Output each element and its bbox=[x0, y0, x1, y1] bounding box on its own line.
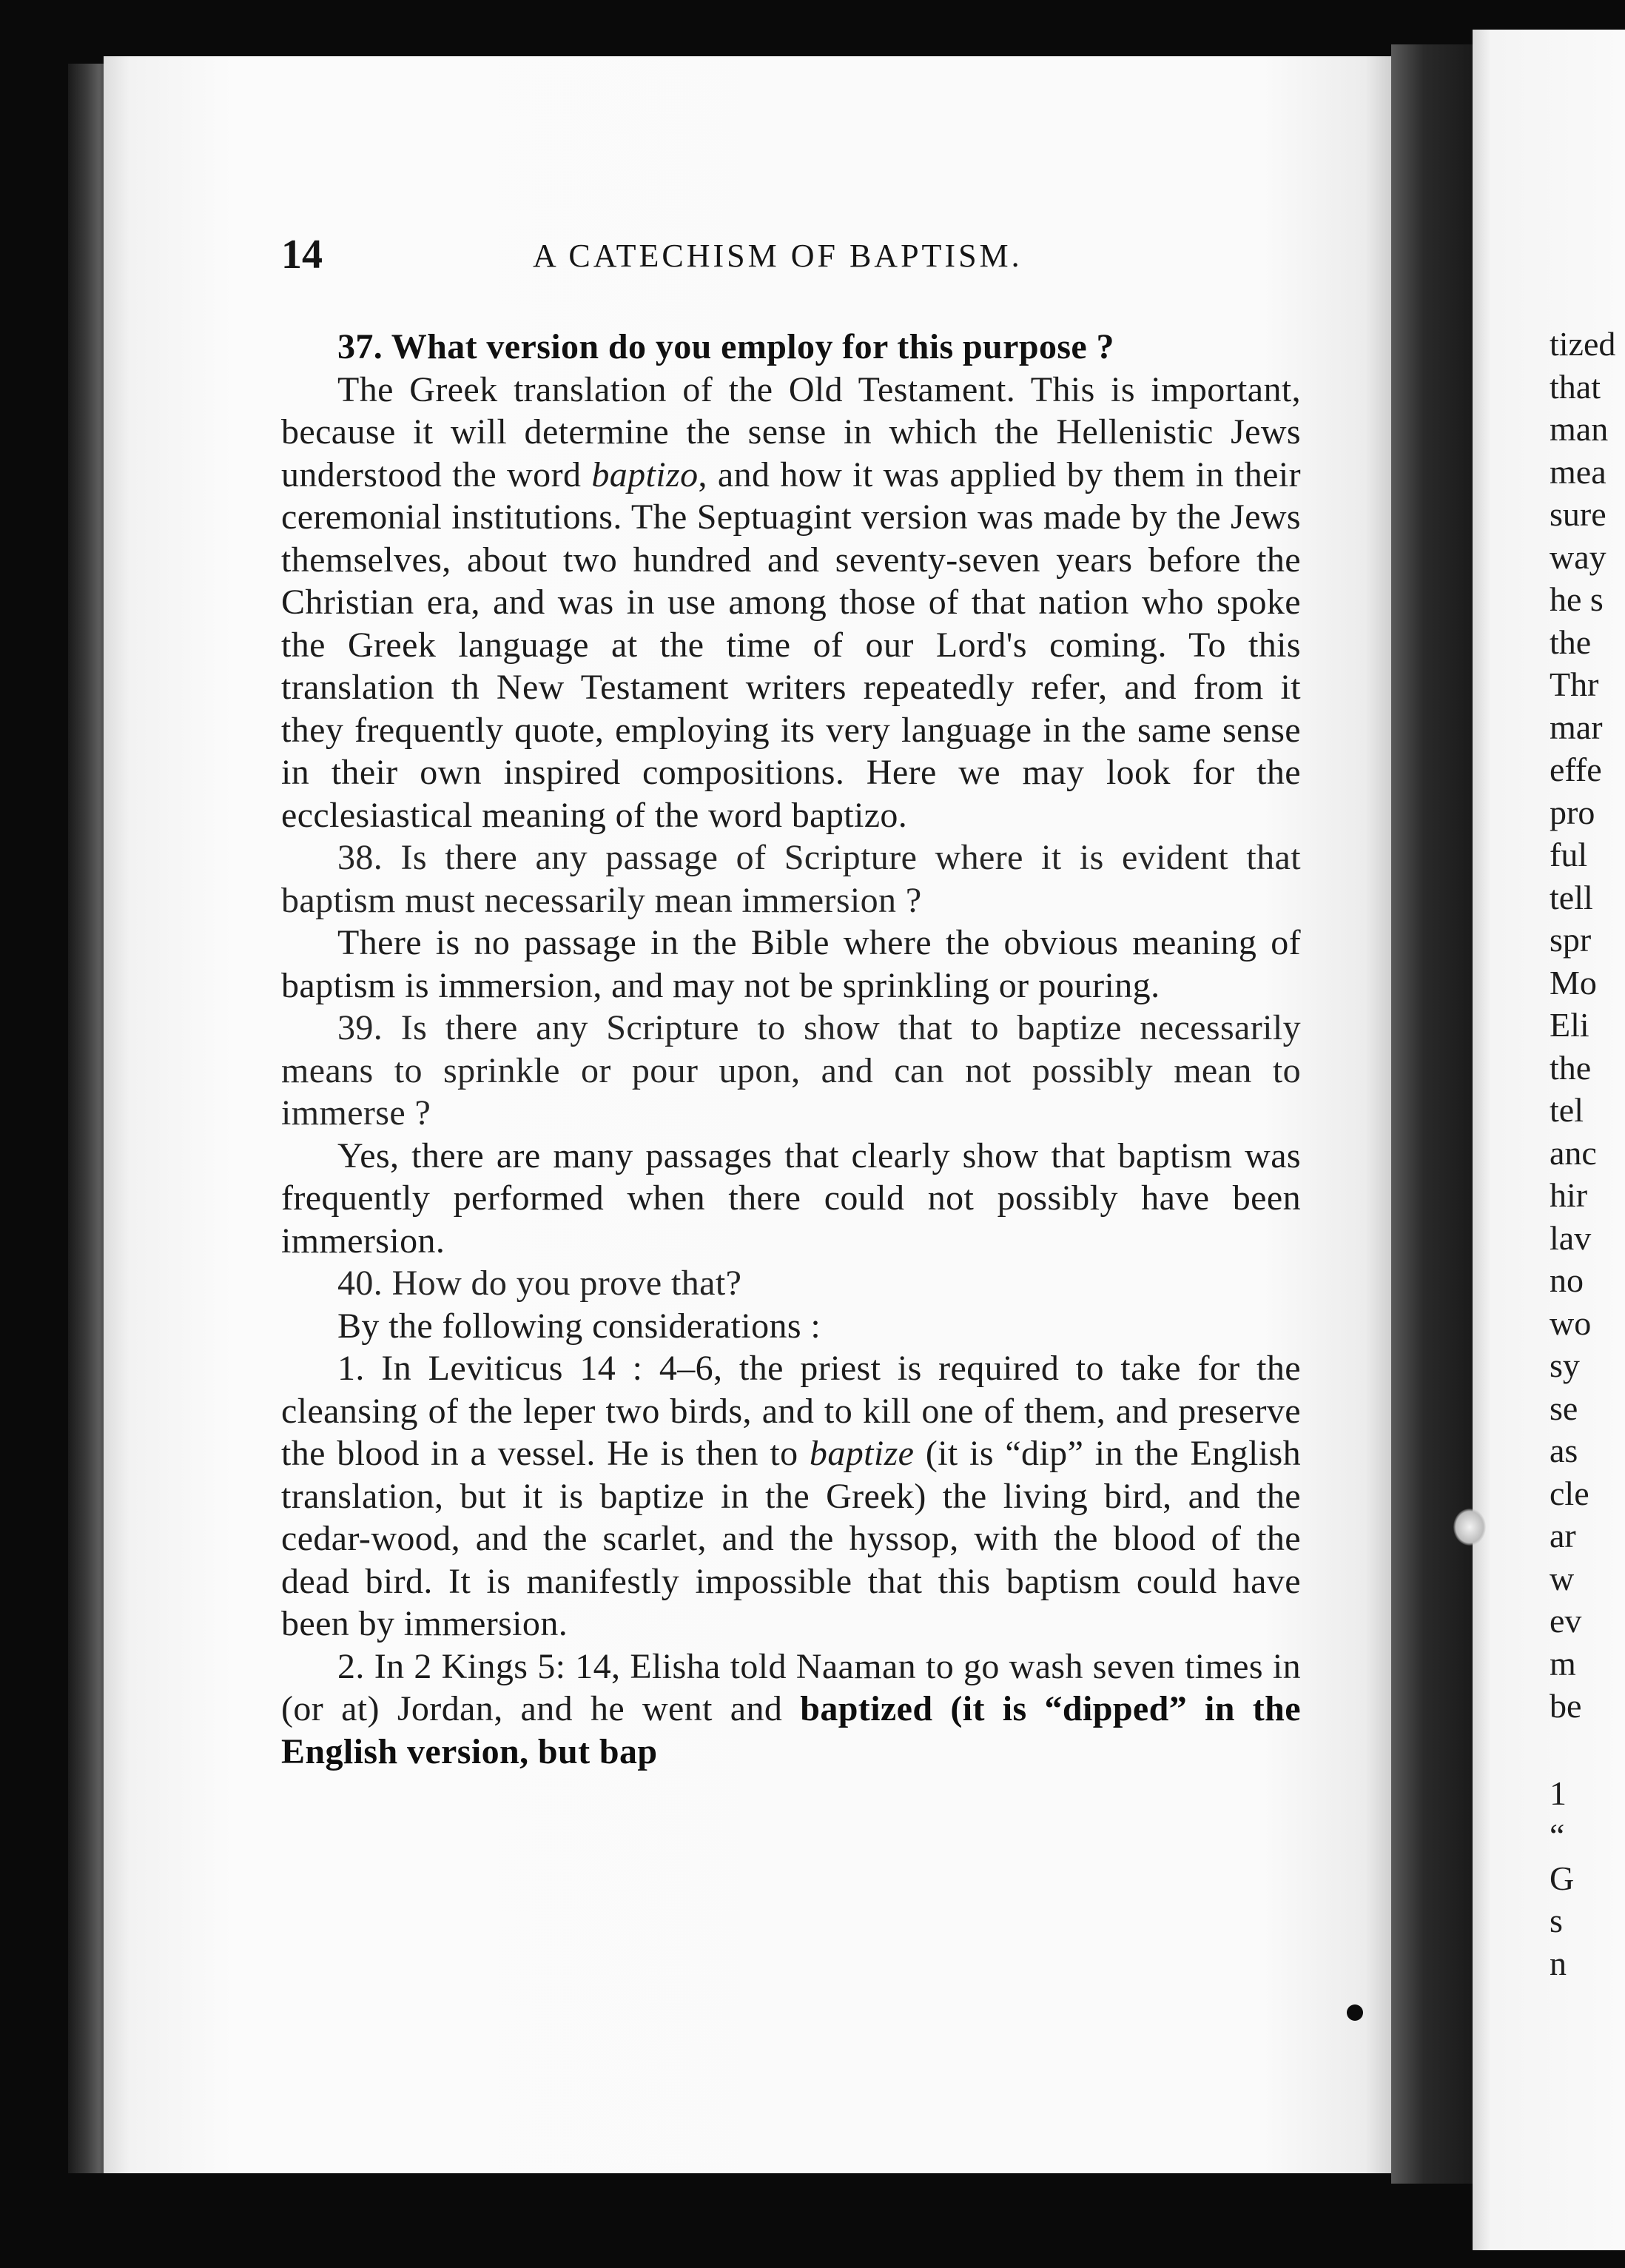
answer-paragraph bbox=[281, 1347, 1301, 1645]
answer-text: 2. In 2 Kings 5: 14, Elisha told Naaman to go wash seven times in (or at) Jordan, and he went and bbox=[281, 1646, 1301, 1728]
facing-page-fragment: ev bbox=[1550, 1602, 1582, 1640]
answer-paragraph bbox=[281, 369, 1301, 837]
facing-page-edge bbox=[1473, 30, 1625, 2250]
facing-page-fragment: m bbox=[1550, 1644, 1576, 1682]
facing-page-fragment: ar bbox=[1550, 1517, 1576, 1554]
ink-dot bbox=[1347, 2004, 1363, 2021]
answer-paragraph bbox=[281, 1645, 1301, 1774]
question-paragraph bbox=[281, 1262, 1301, 1305]
facing-page-fragment: the bbox=[1550, 623, 1592, 661]
answer-text: (it is “dip” in the English translation, but it is baptize in the Greek) the living bird, and the cedar-wood, and the scarlet, and the hyssop, with the blood of the dead bird. It is manifestly impossible that this baptism could have been by immersion. bbox=[281, 1434, 1302, 1643]
answer-paragraph bbox=[281, 1305, 1301, 1348]
answer-text: By the following considerations : bbox=[337, 1306, 821, 1346]
italic-term: baptize bbox=[809, 1434, 915, 1473]
question-text: 38. Is there any passage of Scripture where it is evident that baptism must necessarily mean immersion ? bbox=[281, 838, 1301, 920]
body-text bbox=[281, 326, 1301, 1773]
facing-page-fragment: be bbox=[1550, 1687, 1582, 1725]
question-paragraph bbox=[281, 836, 1301, 922]
running-title: A CATECHISM OF BAPTISM. bbox=[533, 238, 1023, 274]
facing-page-fragment: Thr bbox=[1550, 665, 1599, 703]
facing-page-fragment: w bbox=[1550, 1559, 1575, 1597]
facing-page-fragment: as bbox=[1550, 1432, 1578, 1469]
facing-page-fragment: tized bbox=[1550, 325, 1616, 363]
answer-text: There is no passage in the Bible where the obvious meaning of baptism is immersion, and may not be sprinkling or pouring. bbox=[281, 923, 1301, 1005]
facing-page-fragment: spr bbox=[1550, 921, 1592, 959]
facing-page-fragment: that bbox=[1550, 367, 1601, 406]
facing-page-fragment: the bbox=[1550, 1048, 1592, 1087]
answer-paragraph bbox=[281, 922, 1301, 1007]
facing-page-fragment: Eli bbox=[1550, 1006, 1589, 1044]
facing-page-fragment: he s bbox=[1550, 580, 1604, 618]
page-smudge bbox=[1453, 1509, 1486, 1546]
facing-page-fragment: tell bbox=[1550, 878, 1593, 916]
facing-page-fragment: sy bbox=[1550, 1346, 1580, 1384]
facing-page-fragment: no bbox=[1550, 1261, 1584, 1299]
facing-page-fragment: se bbox=[1550, 1389, 1578, 1427]
facing-page-fragment: hir bbox=[1550, 1176, 1588, 1214]
answer-text: The Greek translation of the Old Testament. This is important, because it will determine the sense in which the Hellenistic Jews understood the word bbox=[281, 369, 1301, 494]
facing-page-fragment: mar bbox=[1550, 708, 1603, 746]
facing-page-fragment: n bbox=[1550, 1944, 1567, 1982]
question-text: 40. How do you prove that? bbox=[337, 1264, 742, 1303]
facing-page-fragment: tel bbox=[1550, 1091, 1584, 1129]
facing-page-fragment: s bbox=[1550, 1902, 1563, 1939]
page-number: 14 bbox=[281, 232, 323, 278]
answer-text: 1. In Leviticus 14 : 4–6, the priest is required to take for the cleansing of the leper two birds, and to kill one of them, and preserve the blood in a vessel. He is then to bbox=[281, 1349, 1301, 1473]
facing-page-fragment: lav bbox=[1550, 1218, 1592, 1257]
answer-text: Yes, there are many passages that clearly show that baptism was frequently performed when there could not possibly have been immersion. bbox=[281, 1135, 1301, 1261]
facing-page-fragment: 1 bbox=[1550, 1774, 1567, 1812]
italic-term: baptizo bbox=[591, 454, 699, 494]
facing-page-fragment: effe bbox=[1550, 751, 1602, 788]
facing-page-fragment: mea bbox=[1550, 452, 1607, 491]
page-header bbox=[281, 231, 1302, 283]
answer-paragraph bbox=[281, 1135, 1301, 1263]
page-gutter bbox=[1391, 44, 1473, 2184]
facing-page-fragment: way bbox=[1550, 537, 1607, 576]
facing-page-fragment: “ bbox=[1550, 1816, 1565, 1854]
question-paragraph bbox=[281, 326, 1301, 369]
facing-page-fragment: sure bbox=[1550, 495, 1607, 533]
facing-page-fragment: Mo bbox=[1550, 963, 1597, 1002]
facing-page-fragment: ful bbox=[1550, 836, 1588, 873]
question-paragraph bbox=[281, 1007, 1301, 1135]
answer-text: , and how it was applied by them in their ceremonial institutions. The Septuagint version was made by the Jews themselves, about two hundred and seventy-seven years before the Christian era, and was in use among those of that nation who spoke the Greek language at the time of our Lord's coming. To this translation th New Testament writers repeatedly refer, and from it they frequently quote, employing its very language in the same sense in their own inspired compositions. Here we may look for the ecclesiastical meaning of the word baptizo. bbox=[281, 454, 1301, 835]
facing-page-fragment: pro bbox=[1550, 793, 1595, 831]
question-text: 37. What version do you employ for this purpose ? bbox=[337, 327, 1114, 366]
question-text: 39. Is there any Scripture to show that to baptize necessarily means to sprinkle or pour upon, and can not possibly mean to immerse ? bbox=[281, 1008, 1301, 1133]
facing-page-fragment: wo bbox=[1550, 1304, 1592, 1342]
facing-page-fragment: G bbox=[1550, 1859, 1575, 1897]
facing-page-fragment: cle bbox=[1550, 1474, 1589, 1512]
facing-page-fragment: anc bbox=[1550, 1133, 1597, 1172]
answer-text: baptized (it is “dipped” in the English version, but bap bbox=[281, 1689, 1301, 1771]
facing-page-fragment: man bbox=[1550, 410, 1609, 448]
